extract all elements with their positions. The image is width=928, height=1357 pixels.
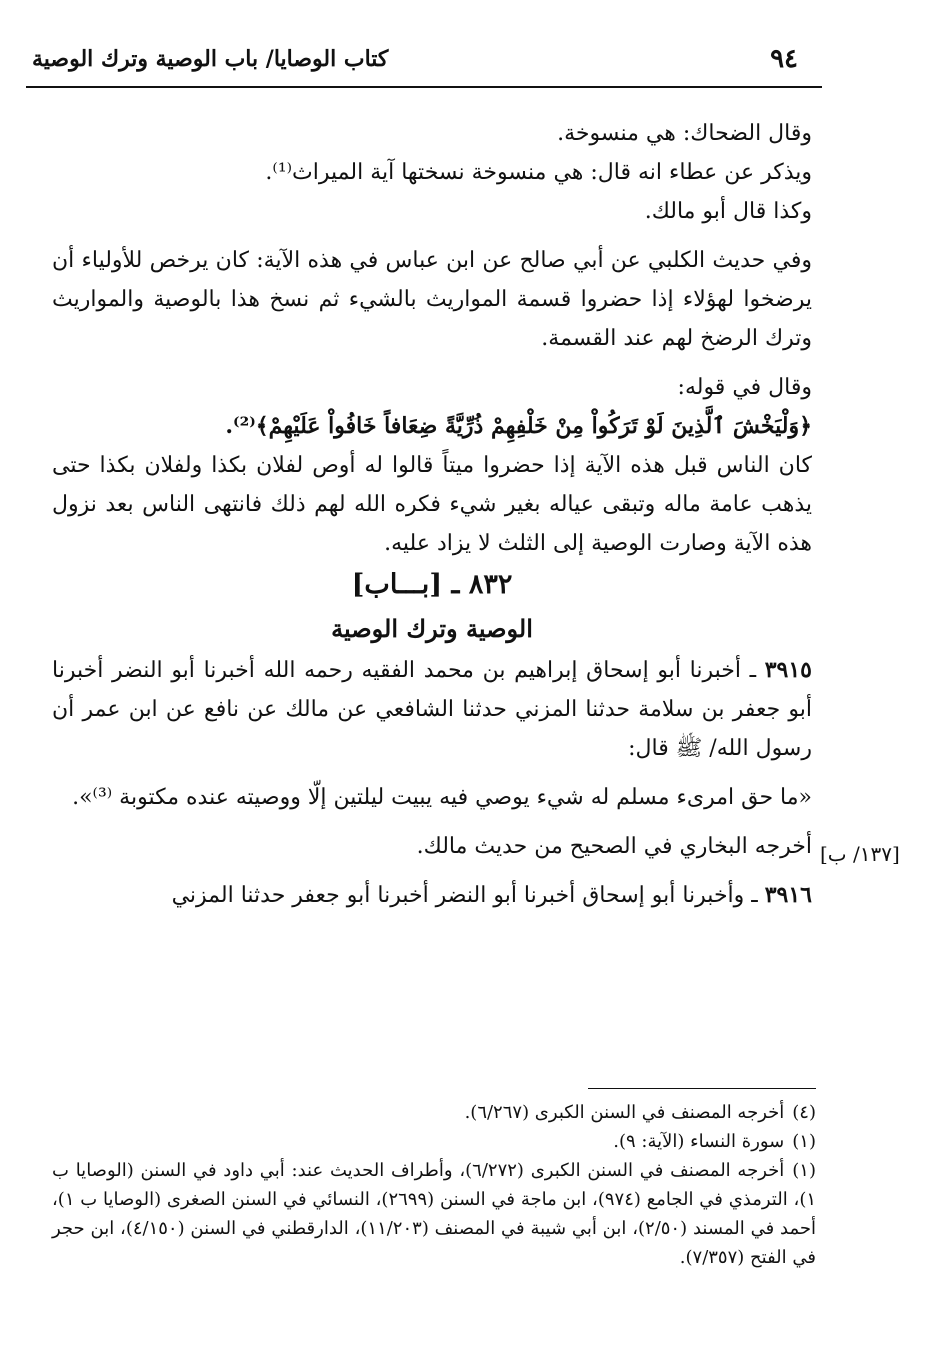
header-rule [26, 86, 822, 88]
hadith-matn: «ما حق امرىء مسلم له شيء يوصي فيه يبيت ليلتين إلّا ووصيته عنده مكتوبة ⁽³⁾». [72, 785, 812, 810]
running-title: كتاب الوصايا/ باب الوصية وترك الوصية [32, 46, 389, 72]
footnote [52, 1098, 816, 1127]
chapter-title: الوصية وترك الوصية [331, 614, 533, 643]
footnote [52, 1127, 816, 1156]
footnote-number: (١) [792, 1131, 816, 1152]
footnotes [52, 1098, 816, 1272]
hadith-number: ٣٩١٦ [764, 882, 812, 908]
footnote-text: سورة النساء (الآية: ٩). [613, 1131, 785, 1152]
footnote-text: أخرجه المصنف في السنن الكبرى (٦/٢٦٧). [464, 1102, 785, 1123]
paragraph-nas: كان الناس قبل هذه الآية إذا حضروا ميتاً قالوا له أوص لفلان بكذا ولفلان بكذا حتى يذهب عامة ماله وتبقى عياله بغير شيء فكره الله لهم ذلك فانتهى الناس بعد نزول هذه الآية وصارت الوصية إلى الثلث لا يزاد عليه. [52, 453, 812, 556]
paragraph-ata: ويذكر عن عطاء انه قال: هي منسوخة نسختها آية الميراث⁽¹⁾. [265, 160, 812, 185]
paragraph-kalbi: وفي حديث الكلبي عن أبي صالح عن ابن عباس في هذه الآية: كان يرخص للأولياء أن يرضخوا لهؤلاء إذا حضروا قسمة المواريث بالشيء ثم نسخ هذا بالوصية والمواريث وترك الرضخ لهم عند القسمة. [52, 248, 812, 351]
footnote-number: (١) [792, 1160, 816, 1181]
manuscript-folio-note: [١٣٧/ ب] [820, 842, 900, 866]
footnote-text: أخرجه المصنف في السنن الكبرى (٦/٢٧٢)، وأطراف الحديث عند: أبي داود في السنن (الوصايا ب ١)، الترمذي في الجامع (٩٧٤)، ابن ماجة في السنن (٢٦٩٩)، النسائي في السنن الصغرى (الوصايا ب ١)، أحمد في المسند (٢/٥٠)، ابن أبي شيبة في المصنف (١١/٢٠٣)، الدارقطني في السنن (٤/١٥٠)، ابن حجر في الفتح (٧/٣٥٧). [52, 1160, 817, 1268]
main-text [52, 114, 812, 915]
paragraph-qawlihi: وقال في قوله: [677, 375, 812, 400]
chapter-number-heading: ٨٣٢ ـ [بـــاب] [351, 569, 513, 600]
paragraph-dahhak: وقال الضحاك: هي منسوخة. [557, 121, 812, 146]
hadith-isnad: ـ وأخبرنا أبو إسحاق أخبرنا أبو النضر أخبرنا أبو جعفر حدثنا المزني [171, 883, 758, 908]
hadith-number: ٣٩١٥ [764, 657, 812, 683]
hadith-isnad: ـ أخبرنا أبو إسحاق إبراهيم بن محمد الفقيه رحمه الله أخبرنا أبو النضر أخبرنا أبو جعفر بن سلامة حدثنا المزني حدثنا الشافعي عن مالك عن نافع عن ابن عمر أن رسول الله/ ﷺ قال: [52, 658, 812, 761]
footnote-number: (٤) [792, 1102, 816, 1123]
page-number: ٩٤ [770, 44, 798, 74]
hadith-3916 [52, 876, 812, 915]
footnote-rule [588, 1088, 816, 1089]
page-header [30, 44, 822, 84]
paragraph-abu-malik: وكذا قال أبو مالك. [644, 199, 812, 224]
footnote [52, 1156, 816, 1272]
quran-verse: ﴿وَلْيَخْشَ ٱلَّذِينَ لَوْ تَرَكُواْ مِنْ خَلْفِهِمْ ذُرِّيَّةً ضِعَافاً خَافُواْ عَلَيْهِمْ﴾⁽²⁾. [225, 413, 812, 439]
hadith-takhrij: أخرجه البخاري في الصحيح من حديث مالك. [416, 834, 812, 859]
hadith-3915 [52, 651, 812, 768]
